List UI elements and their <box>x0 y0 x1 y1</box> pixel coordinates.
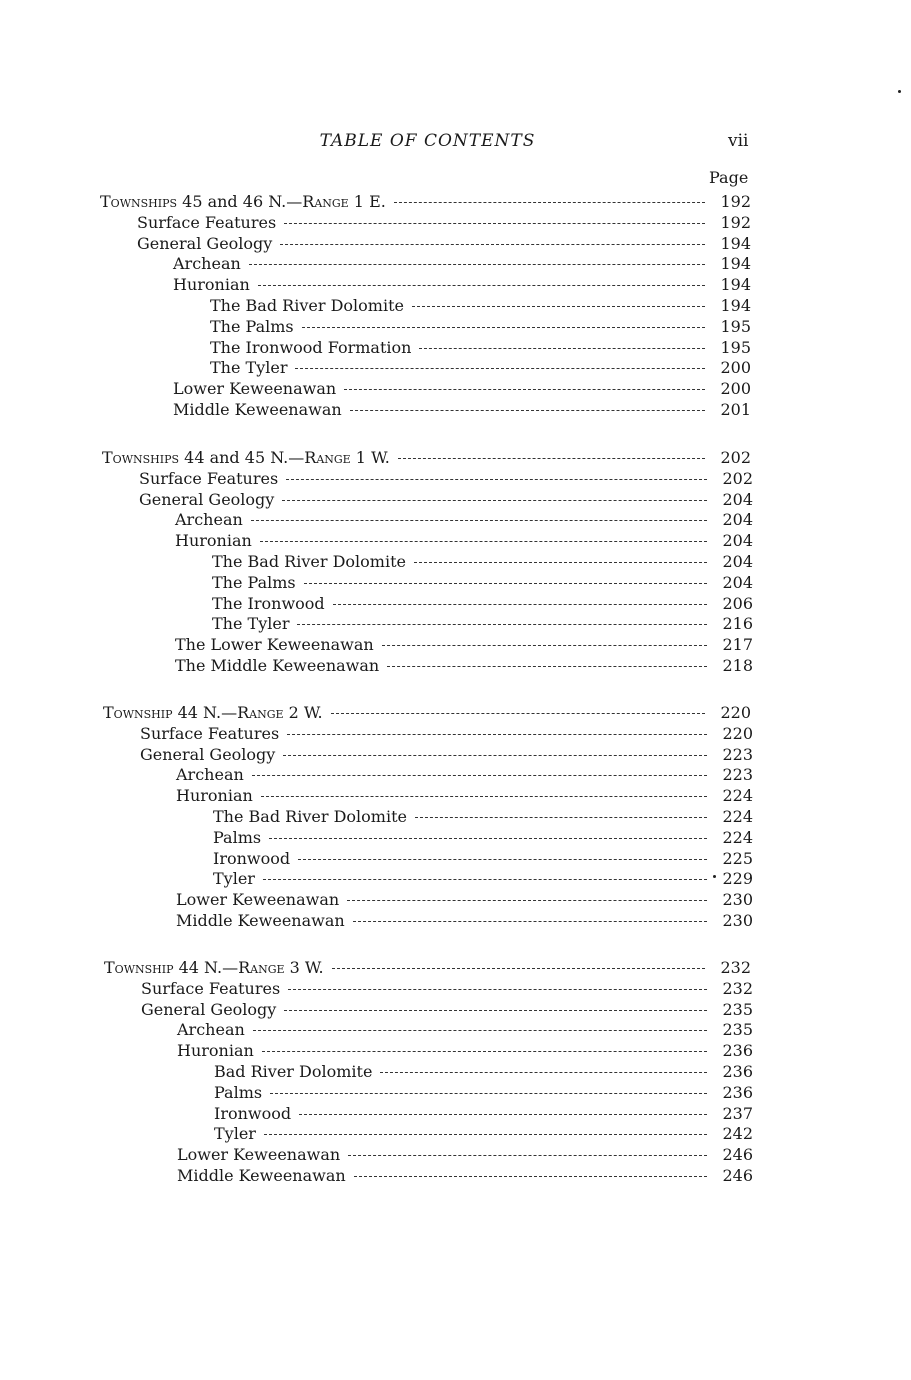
page-ref: 224 <box>722 786 753 806</box>
dot-leader <box>414 562 707 563</box>
page-ref: 230 <box>722 890 753 910</box>
dot-leader <box>332 968 705 969</box>
toc-entry <box>177 1145 753 1166</box>
heading-part-lead: Township <box>104 958 174 977</box>
heading-part-lead: Townships <box>100 192 178 211</box>
toc-entry <box>176 786 753 807</box>
dot-leader <box>398 458 705 459</box>
section-heading <box>103 703 751 724</box>
page-ref: 192 <box>720 192 751 211</box>
toc-entry-label: Palms <box>214 1082 263 1102</box>
dot-leader <box>419 348 705 349</box>
toc-entry-label: Archean <box>176 765 244 785</box>
toc-entry-label: Tyler <box>213 869 255 889</box>
toc-entry-label: Lower Keweenawan <box>173 379 337 399</box>
toc-entry <box>139 490 753 511</box>
heading-part-lead: Township <box>103 703 173 722</box>
heading-part-tail: Range <box>302 192 349 211</box>
page-ref: 206 <box>722 593 753 613</box>
dot-leader <box>382 645 707 646</box>
toc-entry-label: Huronian <box>176 786 253 806</box>
page-column-label: Page <box>709 168 749 187</box>
toc-entry <box>141 979 753 1000</box>
toc-entry <box>210 338 751 359</box>
heading-part-middle: 45 and 46 N.— <box>182 192 303 211</box>
toc-entry <box>175 656 753 677</box>
dot-leader <box>287 734 707 735</box>
toc-entry-label: Middle Keweenawan <box>177 1166 346 1185</box>
toc-entry <box>173 379 751 400</box>
toc-entry <box>173 400 751 421</box>
page-ref: 224 <box>722 807 753 826</box>
toc-entry-label: General Geology <box>141 999 277 1019</box>
page-ref: 202 <box>720 448 751 467</box>
toc-entry <box>210 296 751 317</box>
page-ref: 235 <box>722 999 753 1019</box>
dot-leader <box>344 389 705 390</box>
scan-speck <box>713 875 716 878</box>
page-ref: 246 <box>722 1145 753 1165</box>
page-ref: 194 <box>720 275 751 295</box>
toc-entry <box>177 1041 753 1062</box>
page-ref: 229 <box>722 869 753 889</box>
toc-entry-label: Ironwood <box>214 1103 292 1123</box>
dot-leader <box>288 989 707 990</box>
dot-leader <box>264 1134 707 1135</box>
toc-entry-label: The Palms <box>212 572 296 592</box>
page-ref: 246 <box>722 1166 753 1185</box>
heading-part-middle: 44 N.— <box>178 958 239 977</box>
page-title: TABLE OF CONTENTS <box>319 131 536 151</box>
toc-entry-label: Huronian <box>173 275 250 295</box>
toc-entry-label: Lower Keweenawan <box>176 890 340 910</box>
toc-entry <box>214 1083 753 1104</box>
dot-leader <box>284 223 705 224</box>
toc-entry <box>213 807 753 828</box>
heading-part-end: 1 E. <box>353 192 386 211</box>
dot-leader <box>253 1030 707 1031</box>
toc-entry-label: Huronian <box>175 531 252 551</box>
page-ref: 225 <box>722 848 753 868</box>
section-heading <box>104 958 751 979</box>
dot-leader <box>354 1176 707 1177</box>
toc-entry-label: General Geology <box>139 489 275 509</box>
toc-entry-label: The Middle Keweenawan <box>175 656 380 675</box>
page-number: vii <box>728 131 749 151</box>
toc-entry <box>137 234 751 255</box>
toc-entry-label: The Tyler <box>210 358 288 378</box>
section-heading-label <box>104 958 324 977</box>
dot-leader <box>304 583 707 584</box>
dot-leader <box>260 541 707 542</box>
dot-leader <box>286 479 707 480</box>
page-ref: 235 <box>722 1020 753 1040</box>
toc-entry-label: Palms <box>213 827 262 847</box>
page-ref: 195 <box>720 337 751 357</box>
page-ref: 220 <box>722 723 753 743</box>
toc-entry <box>175 510 753 531</box>
dot-leader <box>412 306 705 307</box>
toc-entry-label: General Geology <box>140 744 276 764</box>
heading-part-tail: Range <box>237 703 284 722</box>
toc-entry-label: Surface Features <box>140 723 280 743</box>
toc-entry-label: Huronian <box>177 1041 254 1061</box>
toc-entry-label: Middle Keweenawan <box>173 400 342 419</box>
toc-entry-label: The Ironwood Formation <box>210 337 412 357</box>
toc-entry <box>177 1020 753 1041</box>
heading-part-end: 2 W. <box>288 703 323 722</box>
section-heading-label <box>100 192 386 211</box>
page-ref: 204 <box>722 552 753 571</box>
heading-part-middle: 44 N.— <box>177 703 238 722</box>
dot-leader <box>284 1010 707 1011</box>
page-ref: 204 <box>722 510 753 530</box>
toc-entry-label: Archean <box>177 1020 245 1040</box>
toc-entry <box>177 1166 753 1187</box>
page-ref: 223 <box>722 765 753 785</box>
toc-entry-label: Lower Keweenawan <box>177 1145 341 1165</box>
toc-entry-label: The Bad River Dolomite <box>212 552 406 571</box>
heading-part-end: 1 W. <box>355 448 390 467</box>
dot-leader <box>299 1114 707 1115</box>
dot-leader <box>270 1093 707 1094</box>
page-ref: 204 <box>722 572 753 592</box>
toc-entry-label: Ironwood <box>213 848 291 868</box>
page-ref: 232 <box>720 958 751 977</box>
toc-entry <box>212 552 753 573</box>
page-ref: 204 <box>722 531 753 551</box>
toc-entry <box>214 1124 753 1145</box>
dot-leader <box>252 775 707 776</box>
dot-leader <box>380 1072 707 1073</box>
page-ref: 223 <box>722 744 753 764</box>
dot-leader <box>298 859 707 860</box>
page-ref: 204 <box>722 489 753 509</box>
dot-leader <box>331 713 705 714</box>
toc-entry-label: Surface Features <box>139 468 279 488</box>
heading-part-tail: Range <box>304 448 351 467</box>
toc-entry-label: The Bad River Dolomite <box>213 807 407 826</box>
section-heading-label <box>102 448 390 467</box>
page-ref: 202 <box>722 468 753 488</box>
dot-leader <box>283 755 707 756</box>
dot-leader <box>269 838 707 839</box>
toc-entry-label: Tyler <box>214 1124 256 1144</box>
section-heading <box>102 448 751 469</box>
dot-leader <box>261 796 707 797</box>
toc-entry <box>137 213 751 234</box>
dot-leader <box>415 817 707 818</box>
toc-entry <box>213 869 753 890</box>
dot-leader <box>353 921 707 922</box>
toc-entry <box>213 849 753 870</box>
dot-leader <box>297 624 707 625</box>
toc-entry <box>212 594 753 615</box>
dot-leader <box>262 1051 707 1052</box>
section-heading <box>100 192 751 213</box>
dot-leader <box>263 879 707 880</box>
dot-leader <box>394 202 705 203</box>
toc-entry <box>214 1104 753 1125</box>
page-ref: 237 <box>722 1103 753 1123</box>
toc-entry <box>176 765 753 786</box>
dot-leader <box>251 520 707 521</box>
section-heading-label <box>103 703 323 722</box>
page-ref: 201 <box>720 400 751 419</box>
toc-entry-label: The Ironwood <box>212 593 325 613</box>
dot-leader <box>348 1155 707 1156</box>
toc-entry-label: Middle Keweenawan <box>176 911 345 930</box>
page-ref: 200 <box>720 358 751 378</box>
toc-entry <box>210 358 751 379</box>
page-ref: 192 <box>720 212 751 232</box>
dot-leader <box>302 327 705 328</box>
page-ref: 236 <box>722 1082 753 1102</box>
heading-part-end: 3 W. <box>289 958 324 977</box>
toc-entry-label: Bad River Dolomite <box>214 1062 373 1081</box>
page-ref: 195 <box>720 316 751 336</box>
toc-entry <box>212 614 753 635</box>
toc-entry-label: The Palms <box>210 316 294 336</box>
page-ref: 230 <box>722 911 753 930</box>
dot-leader <box>258 285 705 286</box>
toc-entry-label: The Lower Keweenawan <box>175 635 374 655</box>
toc-entry <box>213 828 753 849</box>
toc-entry-label: The Tyler <box>212 614 290 634</box>
toc-entry-label: Surface Features <box>141 978 281 998</box>
toc-entry-label: Surface Features <box>137 212 277 232</box>
toc-entry <box>214 1062 753 1083</box>
dot-leader <box>282 500 707 501</box>
heading-part-lead: Townships <box>102 448 180 467</box>
toc-entry <box>212 573 753 594</box>
toc-entry <box>141 1000 753 1021</box>
toc-entry <box>173 254 751 275</box>
dot-leader <box>249 264 705 265</box>
toc-entry <box>139 469 753 490</box>
dot-leader <box>387 666 707 667</box>
toc-entry <box>210 317 751 338</box>
page-ref: 224 <box>722 827 753 847</box>
dot-leader <box>347 900 707 901</box>
heading-part-tail: Range <box>238 958 285 977</box>
dot-leader <box>280 244 705 245</box>
dot-leader <box>333 604 707 605</box>
toc-entry-label: Archean <box>175 510 243 530</box>
page-ref: 194 <box>720 233 751 253</box>
page-ref: 232 <box>722 978 753 998</box>
toc-entry <box>140 724 753 745</box>
page-ref: 200 <box>720 379 751 399</box>
page-ref: 218 <box>722 656 753 675</box>
toc-entry <box>176 890 753 911</box>
toc-entry <box>173 275 751 296</box>
toc-entry <box>176 911 753 932</box>
toc-entry <box>175 531 753 552</box>
dot-leader <box>350 410 705 411</box>
page-ref: 216 <box>722 614 753 634</box>
page-ref: 220 <box>720 703 751 722</box>
heading-part-middle: 44 and 45 N.— <box>184 448 305 467</box>
page-ref: 242 <box>722 1124 753 1144</box>
page-ref: 217 <box>722 635 753 655</box>
scan-speck <box>898 90 901 93</box>
page-ref: 194 <box>720 296 751 315</box>
page-ref: 236 <box>722 1062 753 1081</box>
page-ref: 194 <box>720 254 751 274</box>
toc-entry-label: Archean <box>173 254 241 274</box>
toc-entry <box>175 635 753 656</box>
dot-leader <box>295 368 705 369</box>
toc-entry-label: General Geology <box>137 233 273 253</box>
toc-entry-label: The Bad River Dolomite <box>210 296 404 315</box>
page-ref: 236 <box>722 1041 753 1061</box>
toc-entry <box>140 745 753 766</box>
